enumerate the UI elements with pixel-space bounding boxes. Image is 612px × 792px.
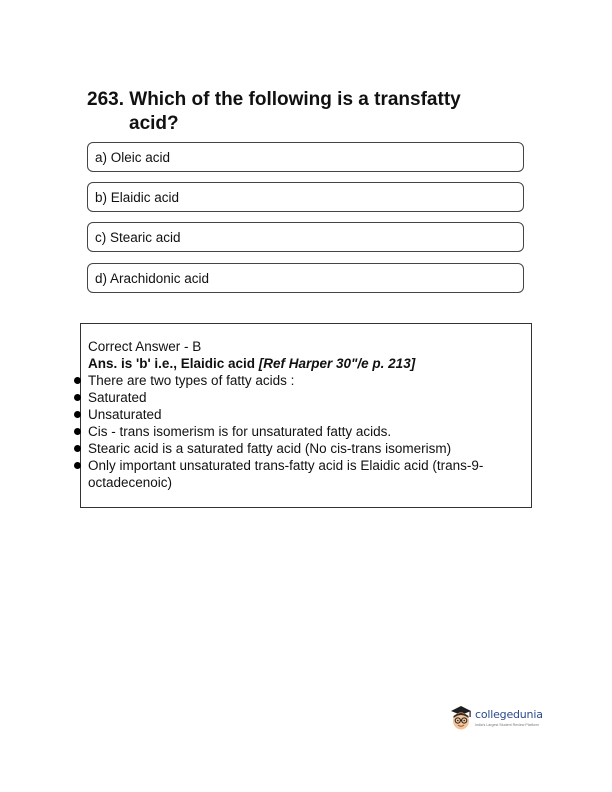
question-number: 263. — [87, 89, 124, 110]
explanation-list — [88, 372, 531, 491]
graduate-mascot-icon — [449, 704, 473, 732]
list-item: Cis - trans isomerism is for unsaturated fatty acids. — [88, 423, 531, 440]
list-item: Only important unsaturated trans-fatty acid is Elaidic acid (trans-9-octadecenoic) — [88, 457, 531, 491]
question-text-line1: Which of the following is a transfatty — [129, 89, 461, 110]
list-item: Saturated — [88, 389, 531, 406]
list-item: Stearic acid is a saturated fatty acid (No cis-trans isomerism) — [88, 440, 531, 457]
question-title — [87, 88, 527, 136]
answer-explanation-box — [80, 323, 532, 508]
logo-tagline: India's Largest Student Review Platform — [475, 723, 539, 727]
option-a[interactable]: a) Oleic acid — [87, 142, 524, 172]
correct-answer-label: Correct Answer - B — [88, 339, 202, 354]
list-item: Unsaturated — [88, 406, 531, 423]
answer-statement — [88, 355, 531, 372]
question-text-line2: acid? — [129, 113, 179, 134]
logo-name: collegedunia — [475, 708, 543, 721]
option-d[interactable]: d) Arachidonic acid — [87, 263, 524, 293]
answer-prefix: Ans. is 'b' i.e., Elaidic acid — [88, 356, 259, 371]
collegedunia-logo — [449, 704, 549, 734]
option-b[interactable]: b) Elaidic acid — [87, 182, 524, 212]
list-item: There are two types of fatty acids : — [88, 372, 531, 389]
option-c[interactable]: c) Stearic acid — [87, 222, 524, 252]
answer-reference: [Ref Harper 30"/e p. 213] — [258, 356, 416, 371]
